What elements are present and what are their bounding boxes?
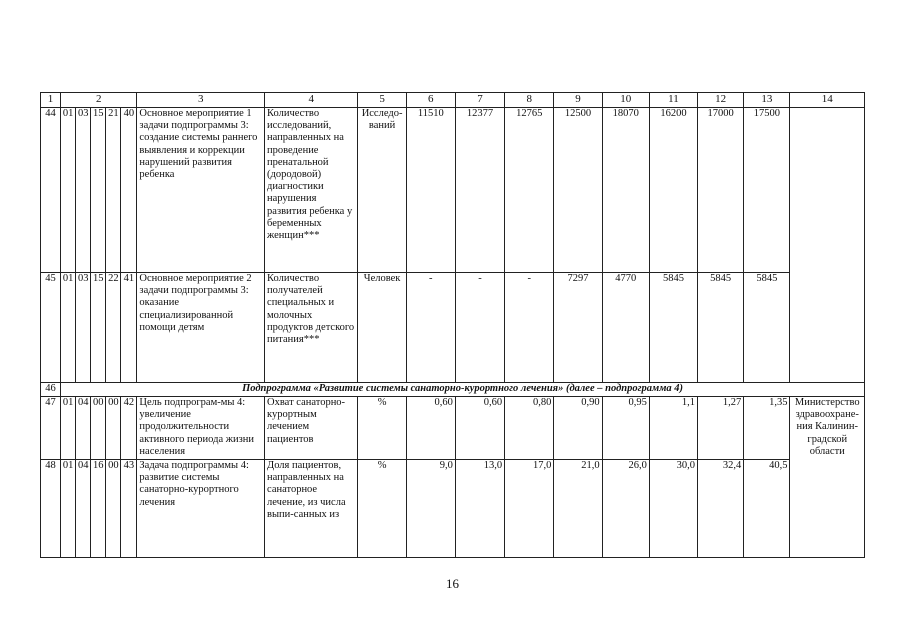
code-cell: 40 — [121, 108, 137, 273]
value-cell: - — [406, 273, 455, 383]
code-cell: 00 — [106, 397, 121, 460]
value-cell: 30,0 — [649, 460, 697, 558]
row-number: 48 — [41, 460, 61, 558]
header-col-3: 3 — [137, 93, 265, 108]
header-col-8: 8 — [505, 93, 554, 108]
code-cell: 01 — [61, 108, 76, 273]
code-cell: 22 — [106, 273, 121, 383]
header-col-1: 1 — [41, 93, 61, 108]
header-col-10: 10 — [602, 93, 649, 108]
code-cell: 16 — [91, 460, 106, 558]
row-number: 46 — [41, 383, 61, 397]
indicator-name: Количество получателей специальных и молочных продуктов детского питания*** — [265, 273, 358, 383]
code-cell: 01 — [61, 397, 76, 460]
value-cell: 17,0 — [505, 460, 554, 558]
value-cell: 0,95 — [602, 397, 649, 460]
unit-cell: % — [358, 460, 406, 558]
header-col-14: 14 — [790, 93, 865, 108]
code-cell: 03 — [76, 108, 91, 273]
measure-name: Основное мероприятие 2 задачи подпрограммы 3: оказание специализированной помощи детям — [137, 273, 265, 383]
unit-cell: Человек — [358, 273, 406, 383]
value-cell: 12377 — [455, 108, 504, 273]
header-col-11: 11 — [649, 93, 697, 108]
value-cell: 0,60 — [455, 397, 504, 460]
value-cell: 12765 — [505, 108, 554, 273]
table-row — [41, 108, 865, 273]
code-cell: 01 — [61, 460, 76, 558]
value-cell: 0,60 — [406, 397, 455, 460]
table-row — [41, 273, 865, 383]
unit-cell: Исследо-ваний — [358, 108, 406, 273]
code-cell: 03 — [76, 273, 91, 383]
measure-name: Задача подпрограммы 4: развитие системы санаторно-курортного лечения — [137, 460, 265, 558]
header-row — [41, 93, 865, 108]
value-cell: 5845 — [649, 273, 697, 383]
value-cell: 9,0 — [406, 460, 455, 558]
value-cell: 11510 — [406, 108, 455, 273]
code-cell: 15 — [91, 273, 106, 383]
header-col-4: 4 — [265, 93, 358, 108]
row-number: 44 — [41, 108, 61, 273]
measure-name: Основное мероприятие 1 задачи подпрограммы 3: создание системы раннего выявления и коррекции нарушений развития ребенка — [137, 108, 265, 273]
program-indicators-table — [40, 92, 865, 558]
header-col-7: 7 — [455, 93, 504, 108]
value-cell: 12500 — [554, 108, 602, 273]
table-row — [41, 460, 865, 558]
value-cell: 26,0 — [602, 460, 649, 558]
value-cell: 32,4 — [698, 460, 744, 558]
code-cell: 21 — [106, 108, 121, 273]
row-number: 45 — [41, 273, 61, 383]
header-col-6: 6 — [406, 93, 455, 108]
code-cell: 43 — [121, 460, 137, 558]
indicator-name: Охват санаторно-курортным лечением пациентов — [265, 397, 358, 460]
code-cell: 41 — [121, 273, 137, 383]
value-cell: 18070 — [602, 108, 649, 273]
value-cell: 40,5 — [744, 460, 790, 558]
value-cell: 0,80 — [505, 397, 554, 460]
measure-name: Цель подпрограм-мы 4: увеличение продолжительности активного периода жизни населения — [137, 397, 265, 460]
header-col-12: 12 — [698, 93, 744, 108]
code-cell: 01 — [61, 273, 76, 383]
value-cell: 1,1 — [649, 397, 697, 460]
unit-cell: % — [358, 397, 406, 460]
value-cell: 17500 — [744, 108, 790, 273]
indicator-name: Доля пациентов, направленных на санаторное лечение, из числа выпи-санных из — [265, 460, 358, 558]
header-col-5: 5 — [358, 93, 406, 108]
code-cell: 00 — [106, 460, 121, 558]
responsible-body: Министерство здравоохране-ния Калинин-градской области — [790, 397, 865, 558]
value-cell: 5845 — [744, 273, 790, 383]
section-row — [41, 383, 865, 397]
value-cell: 17000 — [698, 108, 744, 273]
value-cell: 16200 — [649, 108, 697, 273]
value-cell: 7297 — [554, 273, 602, 383]
table-row — [41, 397, 865, 460]
value-cell: 13,0 — [455, 460, 504, 558]
value-cell: 4770 — [602, 273, 649, 383]
value-cell: 0,90 — [554, 397, 602, 460]
code-cell: 00 — [91, 397, 106, 460]
subprogram-title: Подпрограмма «Развитие системы санаторно-курортного лечения» (далее – подпрограмма 4) — [61, 383, 865, 397]
value-cell: 1,35 — [744, 397, 790, 460]
header-col-13: 13 — [744, 93, 790, 108]
code-cell: 04 — [76, 460, 91, 558]
indicator-name: Количество исследований, направленных на проведение пренатальной (дородовой) диагностики нарушения развития ребенка у беременных женщин*** — [265, 108, 358, 273]
value-cell: 5845 — [698, 273, 744, 383]
code-cell: 04 — [76, 397, 91, 460]
row-number: 47 — [41, 397, 61, 460]
header-col-2: 2 — [61, 93, 137, 108]
responsible-cell — [790, 108, 865, 383]
code-cell: 42 — [121, 397, 137, 460]
page-number: 16 — [446, 576, 459, 591]
value-cell: - — [455, 273, 504, 383]
value-cell: - — [505, 273, 554, 383]
value-cell: 21,0 — [554, 460, 602, 558]
value-cell: 1,27 — [698, 397, 744, 460]
header-col-9: 9 — [554, 93, 602, 108]
code-cell: 15 — [91, 108, 106, 273]
